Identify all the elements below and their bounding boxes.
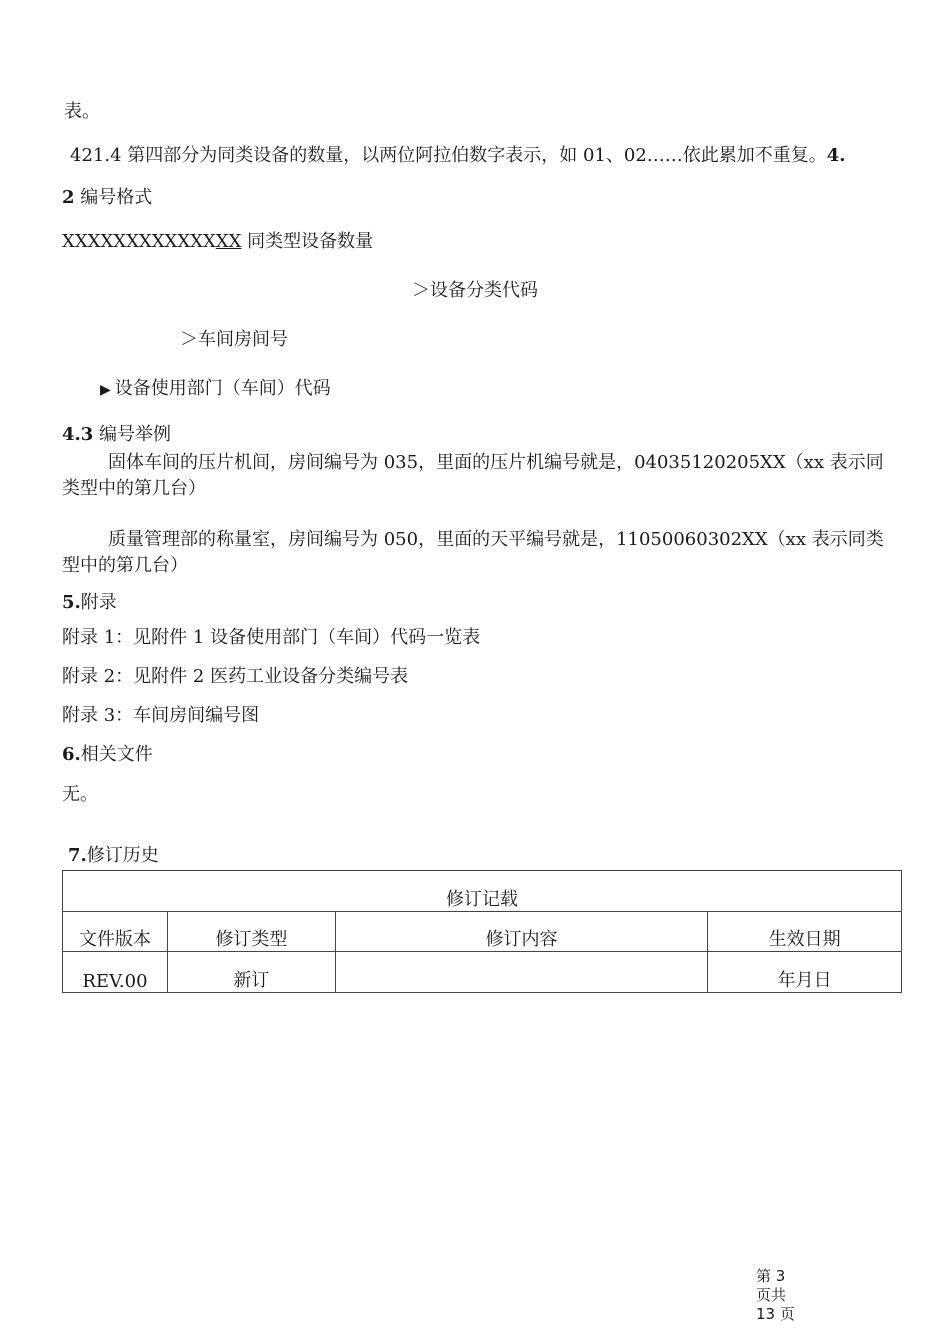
section-title: 相关文件 (80, 744, 153, 765)
section-heading-revision-history (68, 845, 159, 867)
paragraph-quantity-rule (70, 145, 846, 167)
format-code-label: 同类型设备数量 (241, 231, 374, 252)
column-header-content: 修订内容 (335, 912, 708, 952)
cell-version: REV.00 (63, 952, 168, 993)
section-number: 4.3 (62, 424, 94, 445)
table-header-row (63, 912, 902, 952)
paragraph-fragment: 表。 (64, 101, 100, 122)
section-title: 附录 (80, 592, 117, 613)
section-heading-format (62, 187, 152, 209)
table-caption-row (63, 871, 902, 912)
section-title: 修订历史 (86, 845, 159, 866)
page-number-line: 页共 (756, 1286, 787, 1304)
format-code-xx: XX (215, 231, 242, 252)
cell-type: 新订 (167, 952, 335, 993)
format-item-department (100, 378, 331, 401)
quantity-rule-text: 421.4 第四部分为同类设备的数量，以两位阿拉伯数字表示，如 01、02……依此累加不重复。 (70, 145, 827, 166)
section-title: 编号格式 (74, 187, 153, 208)
section-number-fragment: 4. (826, 145, 846, 166)
appendix-item-2: 附录 2：见附件 2 医药工业设备分类编号表 (62, 666, 409, 687)
column-header-version: 文件版本 (63, 912, 168, 952)
section-title: 编号举例 (93, 424, 172, 445)
format-item-department-label: 设备使用部门（车间）代码 (114, 378, 331, 399)
section-number: 6. (62, 744, 81, 765)
section-number: 7. (68, 845, 87, 866)
format-code-line (62, 231, 373, 253)
revision-table (62, 870, 902, 993)
appendix-item-3: 附录 3：车间房间编号图 (62, 705, 260, 726)
table-caption: 修订记载 (63, 871, 902, 912)
cell-content (335, 952, 708, 993)
format-code-prefix: XXXXXXXXXXXX (62, 231, 216, 252)
format-item-room: ＞车间房间号 (180, 329, 288, 350)
page-number-line: 13 页 (756, 1305, 795, 1323)
section-heading-example (62, 424, 171, 446)
page-number-line: 第 3 (756, 1267, 786, 1285)
section-heading-appendix (62, 592, 117, 614)
page-number-footer (756, 1267, 800, 1324)
table-row (63, 952, 902, 993)
cell-date: 年月日 (708, 952, 902, 993)
triangle-marker-icon: ▶ (100, 382, 111, 398)
column-header-type: 修订类型 (167, 912, 335, 952)
section-number: 5. (62, 592, 81, 613)
appendix-item-1: 附录 1：见附件 1 设备使用部门（车间）代码一览表 (62, 627, 481, 648)
section-heading-related-docs (62, 744, 153, 766)
related-docs-body: 无。 (62, 784, 98, 805)
format-item-category: ＞设备分类代码 (412, 280, 538, 301)
example-paragraph-1: 固体车间的压片机间，房间编号为 035，里面的压片机编号就是，04035120205XX（xx 表示同类型中的第几台） (62, 452, 884, 499)
column-header-date: 生效日期 (708, 912, 902, 952)
section-number-fragment: 2 (62, 187, 75, 208)
example-paragraph-2: 质量管理部的称量室，房间编号为 050，里面的天平编号就是，11050060302XX（xx 表示同类型中的第几台） (62, 529, 884, 576)
